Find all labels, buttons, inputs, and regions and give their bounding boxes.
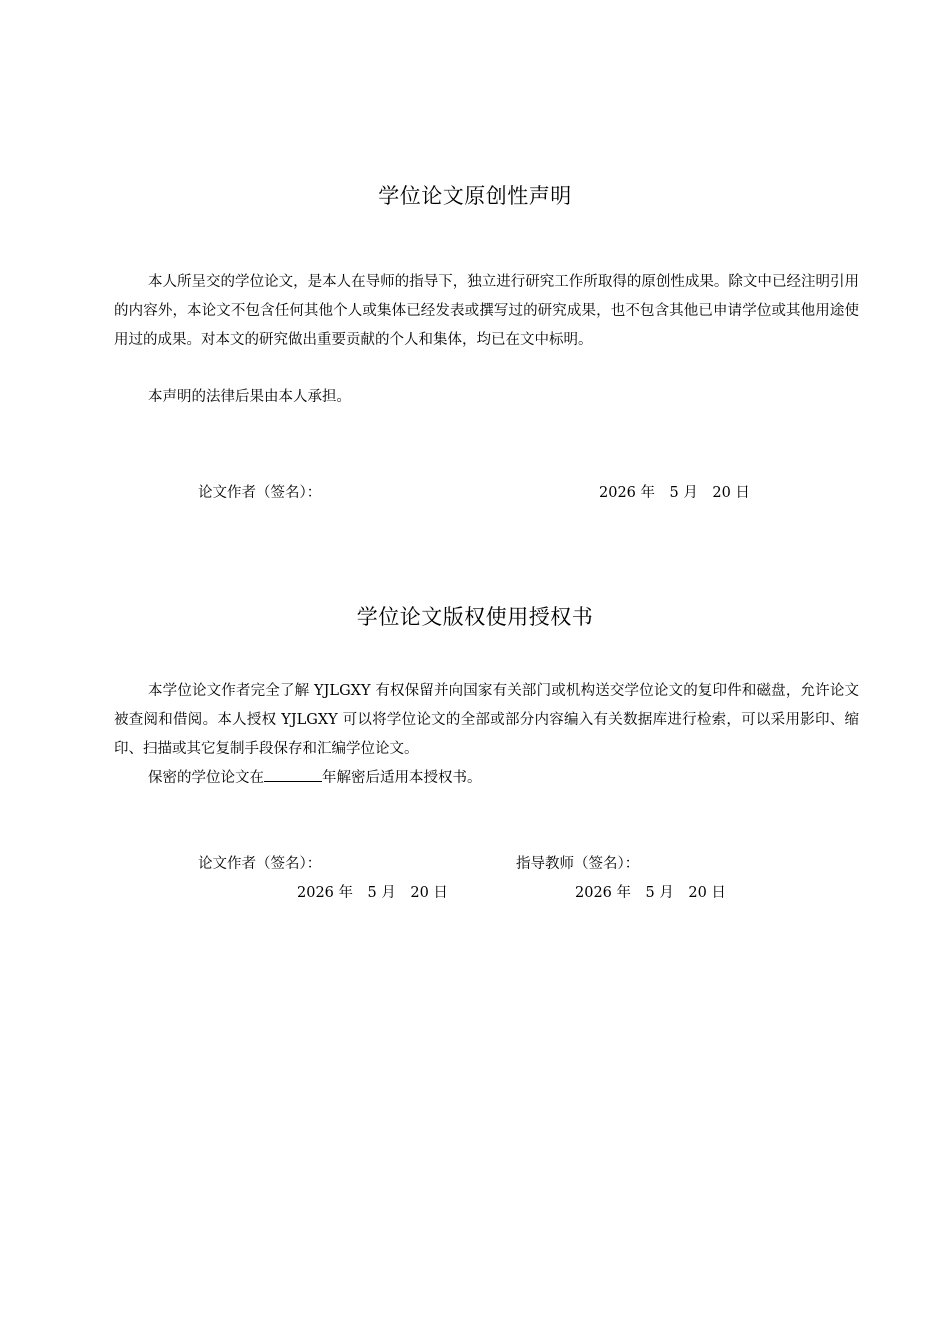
declaration-legal-paragraph: 本声明的法律后果由本人承担。 — [148, 389, 351, 405]
confidential-paragraph — [114, 764, 859, 793]
confidential-text-after: 年解密后适用本授权书。 — [322, 770, 482, 786]
authorization-paragraph: 本学位论文作者完全了解 YJLGXY 有权保留并向国家有关部门或机构送交学位论文的复印件和磁盘，允许论文被查阅和借阅。本人授权 YJLGXY 可以将学位论文的全部或部分内容编入有关数据库进行检索，可以采用影印、缩印、扫描或其它复制手段保存和汇编学位论文。 — [114, 683, 859, 757]
declaration-paragraph: 本人所呈交的学位论文，是本人在导师的指导下，独立进行研究工作所取得的原创性成果。除文中已经注明引用的内容外，本论文不包含任何其他个人或集体已经发表或撰写过的研究成果，也不包含其他已申请学位或其他用途使用过的成果。对本文的研究做出重要贡献的个人和集体，均已在文中标明。 — [114, 274, 859, 348]
authorization-author-signature-label: 论文作者（签名）： — [198, 856, 322, 872]
authorization-teacher-signature-label: 指导教师（签名）： — [516, 856, 640, 872]
declaration-author-signature-label: 论文作者（签名）： — [198, 485, 322, 501]
authorization-title: 学位论文版权使用授权书 — [356, 605, 594, 629]
authorization-teacher-date: 2026 年 5 月 20 日 — [575, 885, 726, 901]
declaration-title: 学位论文原创性声明 — [378, 184, 572, 208]
declaration-date: 2026 年 5 月 20 日 — [599, 485, 750, 501]
confidential-text-before: 保密的学位论文在 — [148, 770, 264, 786]
authorization-author-date: 2026 年 5 月 20 日 — [297, 885, 448, 901]
years-blank-line[interactable] — [264, 767, 322, 782]
